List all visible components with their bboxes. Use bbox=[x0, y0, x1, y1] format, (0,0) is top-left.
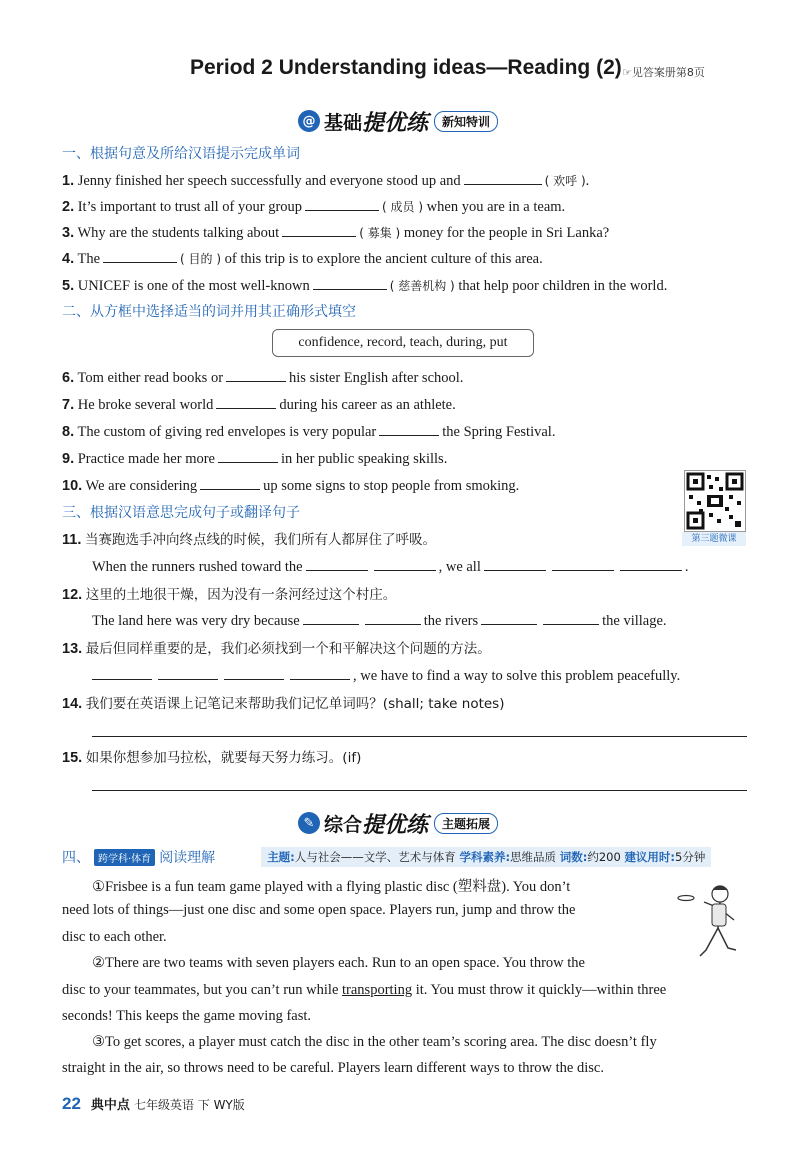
paragraph-1-line-2: need lots of things—just one disc and some open space. Players run, jump and throw the bbox=[62, 902, 576, 918]
answer-blank[interactable] bbox=[216, 394, 276, 409]
question-13-answer: , we have to find a way to solve this problem peacefully. bbox=[92, 665, 680, 685]
answer-blank[interactable] bbox=[620, 556, 682, 571]
question-4: 4. The ( 目的 ) of this trip is to explore the ancient culture of this area. bbox=[62, 248, 543, 268]
question-1: 1. Jenny finished her speech successfully and everyone stood up and ( 欢呼 ). bbox=[62, 170, 589, 190]
underlined-word: transporting bbox=[342, 982, 413, 998]
answer-blank[interactable] bbox=[305, 196, 379, 211]
section-1-title: 一、根据句意及所给汉语提示完成单词 bbox=[62, 146, 300, 162]
answer-blank[interactable] bbox=[303, 610, 359, 625]
subject-badge: 跨学科·体育 bbox=[94, 849, 155, 866]
question-11: 11. 当赛跑选手冲向终点线的时候，我们所有人都屏住了呼吸。 bbox=[62, 532, 436, 548]
answer-blank[interactable] bbox=[552, 556, 614, 571]
answer-blank[interactable] bbox=[543, 610, 599, 625]
answer-blank[interactable] bbox=[226, 367, 286, 382]
paragraph-2-line-3: seconds! This keeps the game moving fast. bbox=[62, 1008, 311, 1024]
page-number: 22 bbox=[62, 1094, 81, 1113]
question-8: 8. The custom of giving red envelopes is very popular the Spring Festival. bbox=[62, 421, 555, 441]
word-bank-box: confidence, record, teach, during, put bbox=[272, 329, 534, 357]
answer-line-15[interactable] bbox=[92, 790, 747, 791]
answer-blank[interactable] bbox=[282, 222, 356, 237]
question-12: 12. 这里的土地很干燥，因为没有一条河经过这个村庄。 bbox=[62, 587, 397, 603]
paragraph-3-line-1: ③To get scores, a player must catch the disc in the other team’s scoring area. The disc doesn’t fly bbox=[92, 1034, 657, 1050]
book-title: 七年级英语 下 WY版 bbox=[133, 1098, 245, 1112]
answer-blank[interactable] bbox=[365, 610, 421, 625]
answer-line-14[interactable] bbox=[92, 736, 747, 737]
practice-banner-basic: @ 基础 提优练 新知特训 bbox=[298, 106, 498, 136]
question-11-answer: When the runners rushed toward the , we all . bbox=[92, 556, 689, 576]
question-12-answer: The land here was very dry because the rivers the village. bbox=[92, 610, 667, 630]
book-logo-icon: ✎ bbox=[298, 812, 320, 834]
answer-blank[interactable] bbox=[481, 610, 537, 625]
paragraph-2-line-2: disc to your teammates, but you can’t run while transporting it. You must throw it quickly—within three bbox=[62, 982, 667, 998]
spiral-logo-icon: @ bbox=[298, 110, 320, 132]
hand-pointer-icon: ☞ bbox=[622, 66, 632, 79]
paragraph-1-line-3: disc to each other. bbox=[62, 929, 167, 945]
answer-reference: ☞见答案册第8页 bbox=[622, 66, 705, 79]
answer-blank[interactable] bbox=[306, 556, 368, 571]
answer-blank[interactable] bbox=[200, 475, 260, 490]
question-15: 15. 如果你想参加马拉松，就要每天努力练习。(if) bbox=[62, 750, 362, 766]
paragraph-2-line-1: ②There are two teams with seven players each. Run to an open space. You throw the bbox=[92, 955, 585, 971]
question-6: 6. Tom either read books or his sister English after school. bbox=[62, 367, 463, 387]
question-9: 9. Practice made her more in her public speaking skills. bbox=[62, 448, 447, 468]
question-14: 14. 我们要在英语课上记笔记来帮助我们记忆单词吗？(shall; take notes) bbox=[62, 696, 505, 712]
qr-code-label: 第三题微课 bbox=[682, 532, 746, 546]
qr-code-icon[interactable] bbox=[684, 470, 746, 532]
frisbee-player-illustration bbox=[676, 880, 748, 966]
question-10: 10. We are considering up some signs to stop people from smoking. bbox=[62, 475, 519, 495]
answer-blank[interactable] bbox=[290, 665, 350, 680]
question-5: 5. UNICEF is one of the most well-known ( 慈善机构 ) that help poor children in the world. bbox=[62, 275, 667, 295]
question-3: 3. Why are the students talking about ( 募集 ) money for the people in Sri Lanka? bbox=[62, 222, 609, 242]
reading-section-header: 四、 跨学科·体育 阅读理解 主题:人与社会——文学、艺术与体育 学科素养:思维品质 词数:约200 建议用时:5分钟 bbox=[62, 847, 752, 867]
answer-blank[interactable] bbox=[484, 556, 546, 571]
reading-meta: 主题:人与社会——文学、艺术与体育 学科素养:思维品质 词数:约200 建议用时:5分钟 bbox=[261, 847, 711, 867]
answer-blank[interactable] bbox=[158, 665, 218, 680]
page-title: Period 2 Understanding ideas—Reading (2) bbox=[190, 56, 622, 79]
section-2-title: 二、从方框中选择适当的词并用其正确形式填空 bbox=[62, 304, 356, 320]
practice-banner-comprehensive: ✎ 综合 提优练 主题拓展 bbox=[298, 808, 498, 838]
answer-blank[interactable] bbox=[379, 421, 439, 436]
answer-blank[interactable] bbox=[92, 665, 152, 680]
question-13: 13. 最后但同样重要的是，我们必须找到一个和平解决这个问题的方法。 bbox=[62, 641, 491, 657]
series-logo: 典中点 bbox=[90, 1098, 130, 1113]
question-2: 2. It’s important to trust all of your group ( 成员 ) when you are in a team. bbox=[62, 196, 565, 216]
answer-blank[interactable] bbox=[218, 448, 278, 463]
question-7: 7. He broke several world during his career as an athlete. bbox=[62, 394, 456, 414]
answer-blank[interactable] bbox=[103, 248, 177, 263]
paragraph-3-line-2: straight in the air, so throws need to be careful. Players learn different ways to throw the disc. bbox=[62, 1060, 604, 1076]
section-3-title: 三、根据汉语意思完成句子或翻译句子 bbox=[62, 505, 300, 521]
answer-blank[interactable] bbox=[374, 556, 436, 571]
page-footer bbox=[62, 1094, 245, 1114]
paragraph-1-line-1: ①Frisbee is a fun team game played with a flying plastic disc (塑料盘). You don’t bbox=[92, 879, 571, 895]
answer-blank[interactable] bbox=[464, 170, 542, 185]
answer-blank[interactable] bbox=[224, 665, 284, 680]
answer-blank[interactable] bbox=[313, 275, 387, 290]
